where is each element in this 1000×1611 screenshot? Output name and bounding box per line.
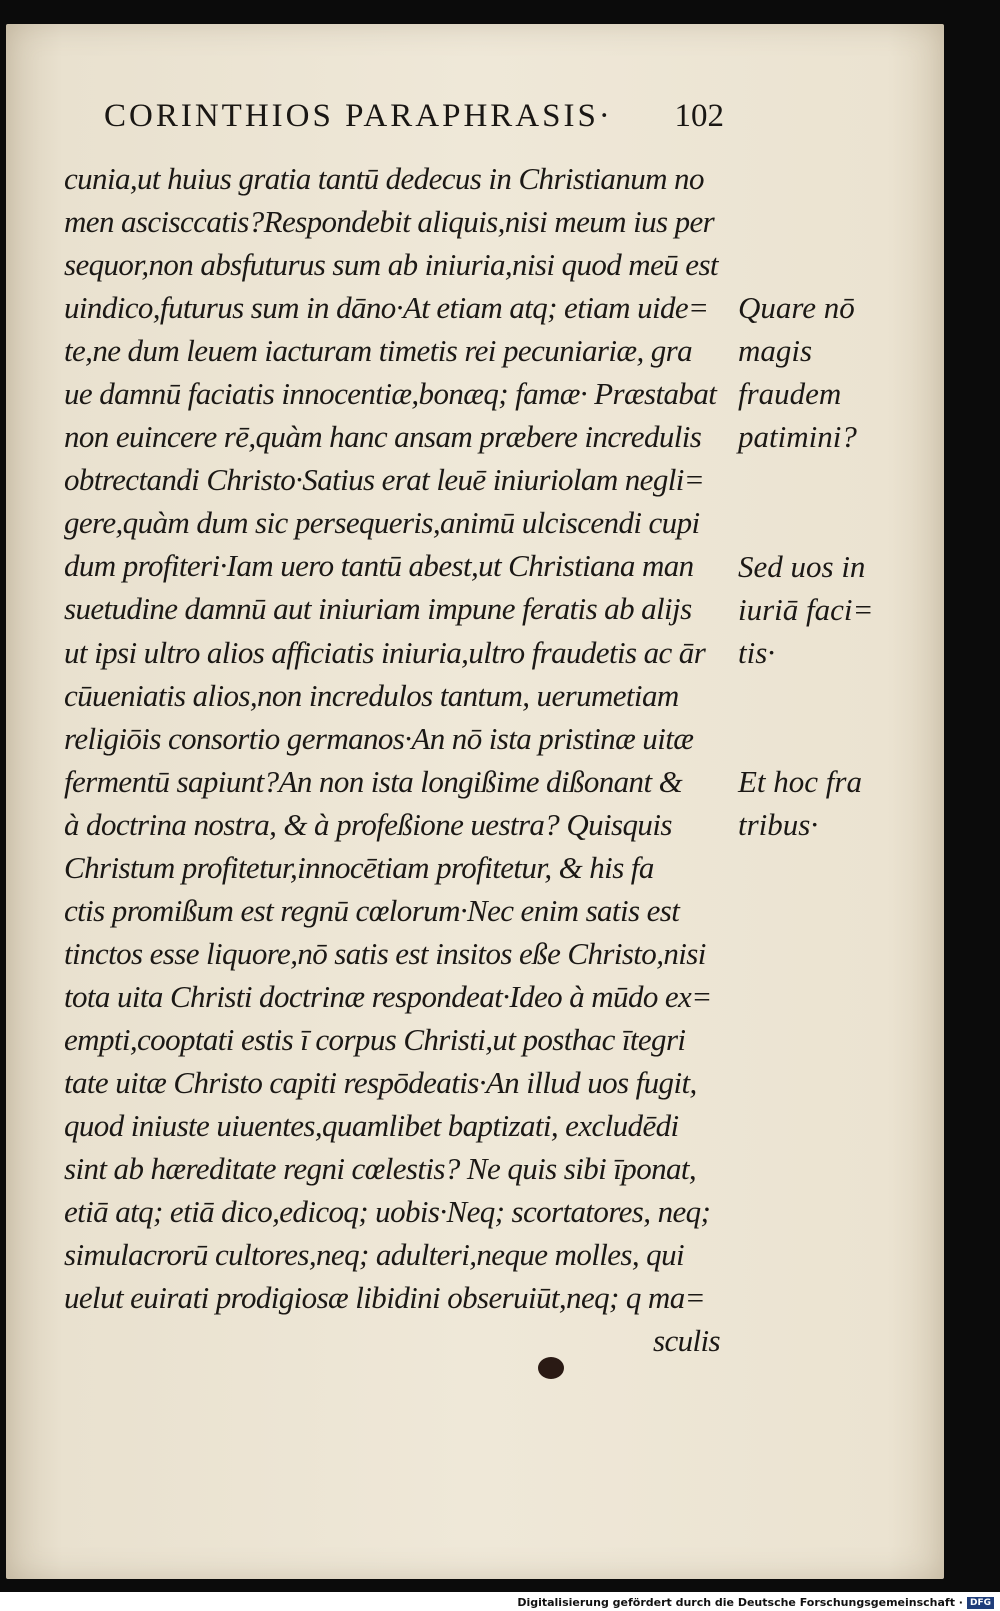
margin-note-quare	[738, 286, 898, 458]
text-line: uelut euirati prodigiosæ libidini obseruiūt,neq; q ma=	[64, 1280, 705, 1316]
text-line: dum profiteri·Iam uero tantū abest,ut Christiana man	[64, 548, 694, 584]
funding-notice: Digitalisierung gefördert durch die Deutsche Forschungsgemeinschaft ·	[517, 1596, 963, 1609]
text-line: etiā atq; etiā dico,edicoq; uobis·Neq; scortatores, neq;	[64, 1194, 711, 1230]
margin-note-line: fraudem	[738, 376, 842, 412]
main-text-block	[64, 157, 724, 1362]
text-line: cunia,ut huius gratia tantū dedecus in Christianum no	[64, 161, 704, 196]
text-line: simulacrorū cultores,neq; adulteri,neque molles, qui	[64, 1237, 684, 1273]
digitization-footer	[517, 1596, 994, 1609]
text-line: à doctrina nostra, & à profeßione uestra? Quisquis	[64, 806, 672, 842]
text-line: uindico,futurus sum in dāno·At etiam atq; etiam uide=	[64, 290, 709, 326]
text-line: ctis promißum est regnū cœlorum·Nec enim satis est	[64, 892, 680, 928]
margin-note-line: patimini?	[738, 419, 857, 455]
text-line: suetudine damnū aut iniuriam impune feratis ab alijs	[64, 591, 692, 627]
text-line: te,ne dum leuem iacturam timetis rei pecuniariæ, gra	[64, 333, 693, 369]
margin-note-line: tribus·	[738, 807, 819, 843]
folio-number: 102	[674, 98, 724, 134]
text-line: sequor,non absfuturus sum ab iniuria,nisi quod meū est	[64, 247, 718, 283]
margin-note-line: Et hoc fra	[738, 764, 862, 799]
text-line: empti,cooptati estis ī corpus Christi,ut posthac ītegri	[64, 1021, 686, 1057]
text-line: sint ab hæreditate regni cœlestis? Ne quis sibi īponat,	[64, 1151, 697, 1187]
text-line: ue damnū faciatis innocentiæ,bonæq; famæ· Præstabat	[64, 376, 717, 412]
margin-note-line: Quare nō	[738, 290, 855, 325]
margin-note-line: iuriā faci=	[738, 592, 874, 628]
margin-note-et-hoc	[738, 760, 898, 846]
text-line: ut ipsi ultro alios afficiatis iniuria,ultro fraudetis ac ār	[64, 634, 706, 670]
dfg-logo: DFG	[967, 1597, 994, 1609]
text-line: Christum profitetur,innocētiam profitetur, & his fa	[64, 849, 654, 885]
text-line: cūueniatis alios,non incredulos tantum, uerumetiam	[64, 677, 679, 713]
ink-blot	[538, 1357, 564, 1379]
margin-note-sed-uos	[738, 545, 898, 674]
margin-note-line: Sed uos in	[738, 549, 866, 584]
text-line: quod iniuste uiuentes,quamlibet baptizati, excludēdi	[64, 1108, 679, 1144]
text-line: men ascisccatis?Respondebit aliquis,nisi meum ius per	[64, 204, 715, 240]
margin-note-line: tis·	[738, 635, 776, 671]
text-line: obtrectandi Christo·Satius erat leuē iniuriolam negli=	[64, 462, 705, 498]
text-line: tota uita Christi doctrinæ respondeat·Ideo à mūdo ex=	[64, 978, 712, 1014]
running-header	[104, 98, 724, 135]
text-line: tate uitæ Christo capiti respōdeatis·An illud uos fugit,	[64, 1064, 697, 1100]
catchword: sculis	[652, 1323, 720, 1359]
running-title: CORINTHIOS PARAPHRASIS·	[104, 98, 613, 134]
text-line: fermentū sapiunt?An non ista longißime dißonant &	[64, 763, 683, 799]
margin-note-line: magis	[738, 333, 813, 369]
text-line: non euincere rē,quàm hanc ansam præbere incredulis	[64, 419, 702, 455]
text-line: tinctos esse liquore,nō satis est insitos eße Christo,nisi	[64, 935, 706, 971]
text-line: gere,quàm dum sic persequeris,animū ulciscendi cupi	[64, 505, 700, 541]
text-line: religiōis consortio germanos·An nō ista pristinæ uitæ	[64, 720, 694, 756]
